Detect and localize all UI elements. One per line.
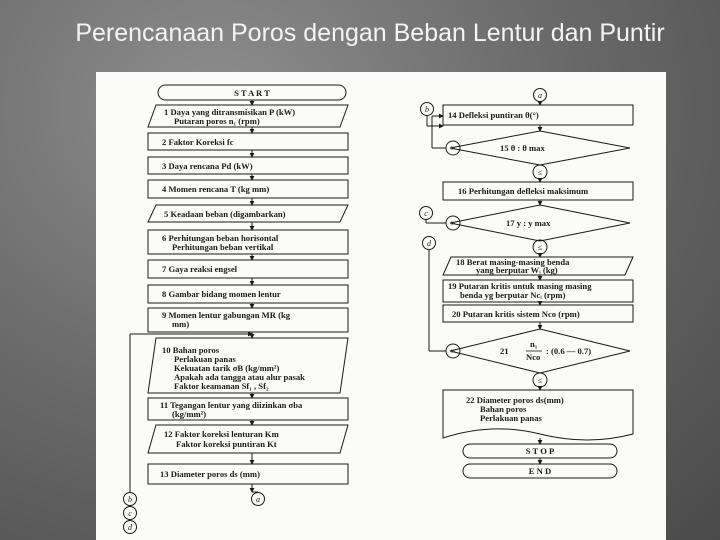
step-22-line2: Bahan poros <box>480 404 527 414</box>
step-3-label: 3 Daya rencana Pd (kW) <box>162 161 253 171</box>
step-12-line2: Faktor koreksi puntiran Kt <box>176 439 277 449</box>
connector-c-bottom-label: c <box>128 509 132 518</box>
decision-17-label: 17 y : y max <box>506 218 551 228</box>
decision-21-number: 21 <box>500 346 509 356</box>
connector-c-top-label: c <box>424 209 428 218</box>
step-5-label: 5 Keadaan beban (digambarkan) <box>164 209 286 219</box>
connector-b-top-label: b <box>425 105 429 114</box>
flowchart-diagram <box>96 72 666 540</box>
step-22-line1: 22 Diameter poros ds(mm) <box>466 395 564 405</box>
step-18-line1: 18 Berat masing-masing benda <box>456 257 570 267</box>
decision-21-frac-bottom: Nco <box>526 352 541 362</box>
step-9-line2: mm) <box>172 319 190 329</box>
step-16-label: 16 Perhitungan defleksi maksimum <box>458 186 589 196</box>
step-20-label: 20 Putaran kritis sistem Nco (rpm) <box>452 309 580 319</box>
decision-15-gt: > <box>450 144 456 153</box>
step-18-line2: yang berputar Wᵢ (kg) <box>476 265 558 275</box>
connector-d-top-label: d <box>427 239 431 248</box>
step-19-line1: 19 Putaran kritis untuk masing masing <box>448 281 592 291</box>
end-label: E N D <box>528 466 552 476</box>
stop-label: S T O P <box>525 446 555 456</box>
decision-21-range: : (0.6 — 0.7) <box>546 346 592 356</box>
step-11-line1: 11 Tegangan lentur yang diizinkan σba <box>160 400 303 410</box>
step-8-label: 8 Gambar bidang momen lentur <box>162 289 281 299</box>
step-14-label: 14 Defleksi puntiran θ(°) <box>448 110 539 120</box>
connector-a-bottom-label: a <box>256 495 260 504</box>
decision-21-gt: > <box>450 347 456 356</box>
flowchart-scan <box>96 72 666 540</box>
connector-a-top-label: a <box>538 91 542 100</box>
step-2-label: 2 Faktor Koreksi fc <box>162 137 234 147</box>
decision-21-le: ≤ <box>537 376 543 385</box>
step-13-label: 13 Diameter poros ds (mm) <box>160 469 260 479</box>
step-4-label: 4 Momen rencana T (kg mm) <box>162 184 270 194</box>
decision-17-gt: > <box>450 219 456 228</box>
decision-21-frac-top: n₁ <box>530 339 538 349</box>
step-6-line2: Perhitungan beban vertikal <box>172 242 274 252</box>
step-10-line2: Perlakuan panas <box>174 354 236 364</box>
decision-17-le: ≤ <box>537 243 543 252</box>
connector-b-bottom-label: b <box>128 495 132 504</box>
step-6-line1: 6 Perhitungan beban horisontal <box>162 233 279 243</box>
slide-title: Perencanaan Poros dengan Beban Lentur dan Puntir <box>75 19 665 47</box>
step-1-line2: Putaran poros n₁ (rpm) <box>174 116 260 126</box>
decision-15-le: ≤ <box>537 168 543 177</box>
step-10-line1: 10 Bahan poros <box>162 345 220 355</box>
step-10-line4: Apakah ada tangga atau alur pasak <box>174 372 305 382</box>
step-1-line1: 1 Daya yang ditransmisikan P (kW) <box>164 107 296 117</box>
start-label: S T A R T <box>234 88 270 98</box>
step-19-line2: benda yg berputar Ncᵢ (rpm) <box>460 290 566 300</box>
step-12-line1: 12 Faktor koreksi lenturan Km <box>164 429 279 439</box>
step-11-line2: (kg/mm²) <box>172 409 207 419</box>
step-7-label: 7 Gaya reaksi engsel <box>162 264 238 274</box>
step-10-line5: Faktor keamanan Sf₁ , Sf₂ <box>174 381 269 391</box>
connector-d-bottom-label: d <box>128 523 132 532</box>
step-10-line3: Kekuatan tarik σB (kg/mm²) <box>174 363 280 373</box>
step-22-line3: Perlakuan panas <box>480 413 542 423</box>
step-9-line1: 9 Momen lentur gabungan MR (kg <box>162 310 291 320</box>
decision-15-label: 15 θ : θ max <box>500 143 545 153</box>
